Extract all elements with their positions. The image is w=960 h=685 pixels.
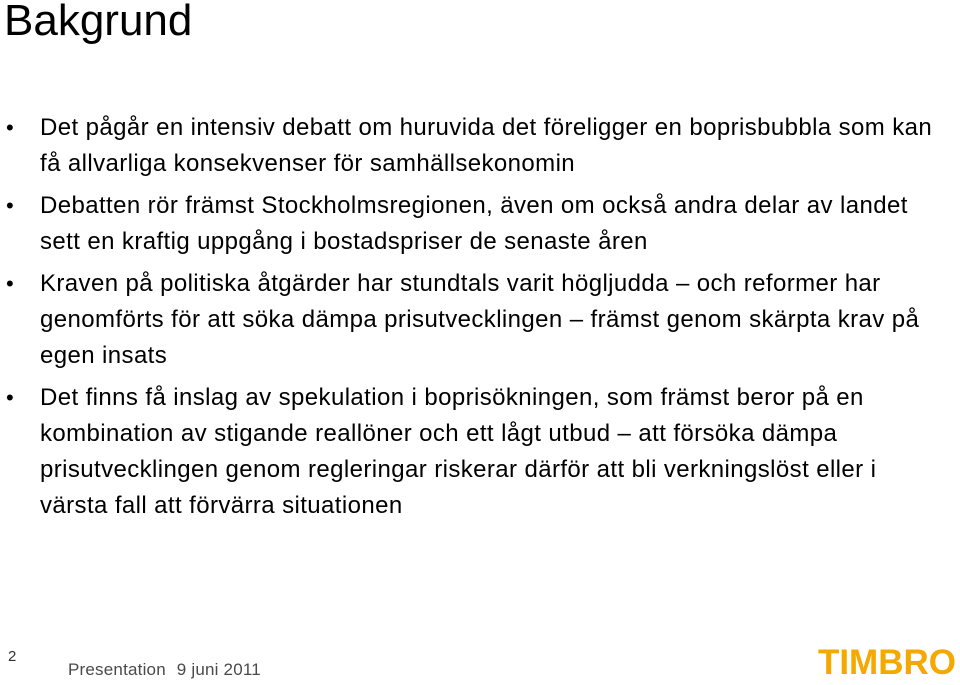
slide-title: Bakgrund [4,0,193,45]
bullet-dot-icon: • [6,271,15,296]
footer-presentation [68,660,267,680]
bullet-dot-icon: • [6,115,15,140]
bullet-dot-icon: • [6,193,15,218]
bullet-item [0,188,960,260]
page-number: 2 [8,648,17,665]
bullet-text: Det pågår en intensiv debatt om huruvida det föreligger en boprisbubbla som kan få allvarliga konsekvenser för samhällsekonomin [40,114,933,177]
timbro-logo: TIMBRO [817,643,956,682]
bullet-item [0,266,960,374]
presentation-date: 9 juni 2011 [176,660,261,679]
bullet-text: Kraven på politiska åtgärder har stundtals varit högljudda – och reformer har genomförts för att söka dämpa prisutvecklingen – främst genom skärpta krav på egen insats [40,270,920,369]
bullet-item [0,110,960,182]
bullet-dot-icon: • [6,385,15,410]
bullet-list [0,110,960,530]
presentation-label: Presentation [68,660,166,679]
bullet-item [0,380,960,524]
bullet-text: Debatten rör främst Stockholmsregionen, även om också andra delar av landet sett en kraftig uppgång i bostadspriser de senaste åren [40,192,908,255]
bullet-text: Det finns få inslag av spekulation i boprisökningen, som främst beror på en kombination av stigande reallöner och ett lågt utbud – att försöka dämpa prisutvecklingen genom regleringar riskerar därför att bli verkningslöst eller i värsta fall att förvärra situationen [40,384,877,519]
